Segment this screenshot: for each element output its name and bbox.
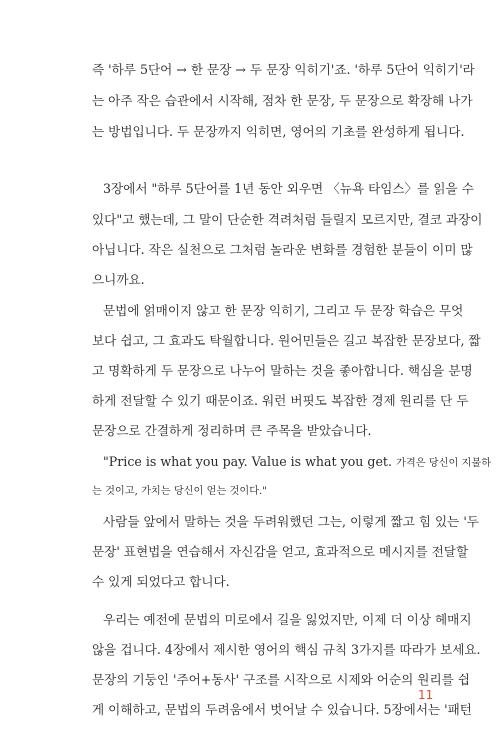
paragraph-1-line-2: 는 아주 작은 습관에서 시작해, 점차 한 문장, 두 문장으로 확장해 나가 [92,93,473,108]
paragraph-4-line-1: 사람들 앞에서 말하는 것을 두려워했던 그는, 이렇게 짧고 힘 있는 '두 [103,514,479,529]
paragraph-3-line-4: 하게 전달할 수 있기 때문이죠. 워런 버핏도 복잡한 경제 원리를 단 두 [92,393,469,408]
paragraph-2-line-1: 3장에서 "하루 5단어를 1년 동안 외우면 〈뉴욕 타임스〉를 읽을 수 [103,181,474,196]
paragraph-3-line-5: 문장으로 간결하게 정리하며 큰 주목을 받았습니다. [92,423,372,438]
paragraph-5-line-1: 우리는 예전에 문법의 미로에서 길을 잃었지만, 이제 더 이상 헤매지 [103,612,472,627]
paragraph-5-line-3: 문장의 기둥인 '주어+동사' 구조를 시작으로 시제와 어순의 원리를 쉽 [92,672,470,687]
paragraph-5-line-4: 게 이해하고, 문법의 두려움에서 벗어날 수 있습니다. 5장에서는 '패턴 [92,702,472,717]
paragraph-2-line-3: 아닙니다. 작은 실천으로 그처럼 놀라운 변화를 경험한 분들이 이미 많 [92,242,473,257]
quote-korean-part-2: 는 것이고, 가치는 당신이 얻는 것이다." [92,486,267,497]
buffett-quote-line-1 [103,454,492,472]
quote-korean-part-1: 가격은 당신이 지불하 [396,458,492,469]
paragraph-5-line-2: 않을 겁니다. 4장에서 제시한 영어의 핵심 규칙 3가지를 따라가 보세요. [92,642,481,657]
paragraph-4-line-3: 수 있게 되었다고 합니다. [92,574,230,589]
quote-english: "Price is what you pay. Value is what you get. [103,454,392,469]
paragraph-2-line-4: 으니까요. [92,272,145,287]
paragraph-3-line-2: 보다 쉽고, 그 효과도 탁월합니다. 원어민들은 길고 복잡한 문장보다, 짧 [92,333,481,348]
paragraph-3-line-3: 고 명확하게 두 문장으로 나누어 말하는 것을 좋아합니다. 핵심을 분명 [92,363,473,378]
paragraph-4-line-2: 문장' 표현법을 연습해서 자신감을 얻고, 효과적으로 메시지를 전달할 [92,544,469,559]
page-number: 11 [418,688,434,702]
paragraph-1-line-3: 는 방법입니다. 두 문장까지 익히면, 영어의 기초를 완성하게 됩니다. [92,124,465,139]
paragraph-1-line-1: 즉 '하루 5단어 → 한 문장 → 두 문장 익히기'죠. '하루 5단어 익히기'라 [92,62,475,77]
paragraph-3-line-1: 문법에 얽매이지 않고 한 문장 익히기, 그리고 두 문장 학습은 무엇 [103,303,464,318]
paragraph-2-line-2: 있다"고 했는데, 그 말이 단순한 격려처럼 들릴지 모르지만, 결코 과장이 [92,212,483,227]
